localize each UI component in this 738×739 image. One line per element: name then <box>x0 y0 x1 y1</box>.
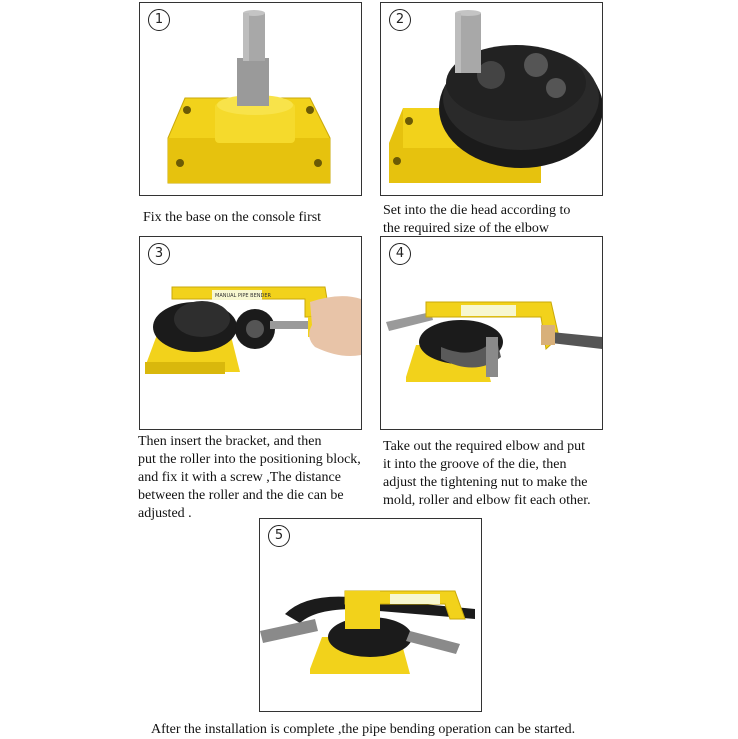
step-5-photo <box>260 519 481 711</box>
step-3-panel <box>139 236 362 430</box>
step-number-2: 2 <box>389 9 411 31</box>
step-4-photo <box>381 237 602 429</box>
step-3-photo <box>140 237 361 429</box>
caption-line: it into the groove of the die, then <box>383 457 567 472</box>
step-5-caption <box>151 721 575 739</box>
caption-line: mold, roller and elbow fit each other. <box>383 493 591 508</box>
caption-line: adjusted . <box>138 506 192 521</box>
step-1-photo <box>140 3 361 195</box>
caption-line: the required size of the elbow <box>383 221 549 236</box>
caption-line: and fix it with a screw ,The distance <box>138 470 341 485</box>
step-number-3: 3 <box>148 243 170 265</box>
step-4-panel <box>380 236 603 430</box>
caption-line: between the roller and the die can be <box>138 488 344 503</box>
step-2-panel <box>380 2 603 196</box>
step-number-1: 1 <box>148 9 170 31</box>
step-2-photo <box>381 3 602 195</box>
step-4-caption <box>383 438 591 510</box>
caption-line: After the installation is complete ,the pipe bending operation can be started. <box>151 722 576 737</box>
caption-line: Then insert the bracket, and then <box>138 434 322 449</box>
machine-label: MANUAL PIPE BENDER <box>215 293 271 299</box>
step-5-panel <box>259 518 482 712</box>
caption-line: Set into the die head according to <box>383 203 571 218</box>
step-3-caption <box>138 433 361 523</box>
step-number-5: 5 <box>268 525 290 547</box>
caption-line: put the roller into the positioning block, <box>138 452 361 467</box>
caption-line: Fix the base on the console first <box>143 210 322 225</box>
caption-line: adjust the tightening nut to make the <box>383 475 588 490</box>
step-1-caption <box>143 209 321 227</box>
step-number-4: 4 <box>389 243 411 265</box>
step-1-panel <box>139 2 362 196</box>
caption-line: Take out the required elbow and put <box>383 439 585 454</box>
step-2-caption <box>383 202 570 238</box>
